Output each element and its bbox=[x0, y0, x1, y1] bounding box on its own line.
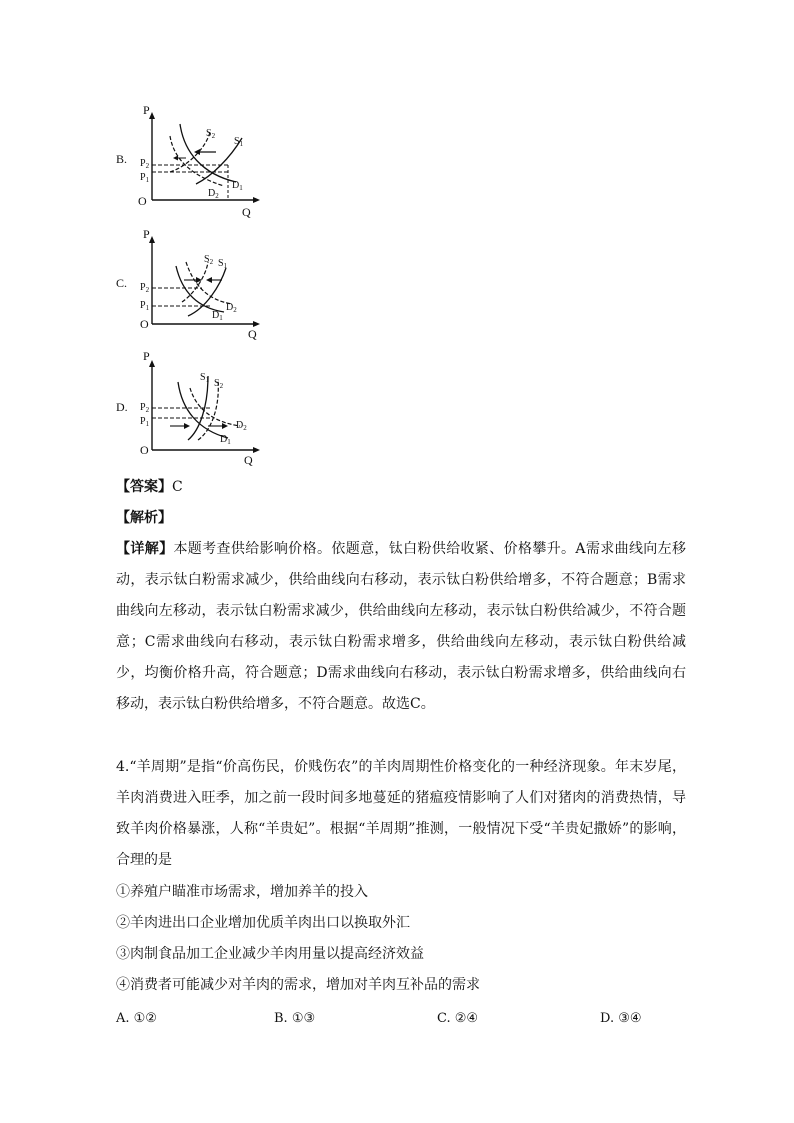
choice-c[interactable]: C. ②④ bbox=[437, 1011, 479, 1026]
demand-label-b: $D_1$ bbox=[212, 310, 223, 322]
p-axis-label: P bbox=[143, 103, 150, 117]
option-b-label: B. bbox=[116, 152, 128, 166]
detail-paragraph bbox=[116, 534, 686, 720]
option-c-label: C. bbox=[116, 276, 128, 290]
demand-label-a: $D_2$ bbox=[226, 302, 237, 314]
question-4-choices bbox=[116, 1011, 676, 1031]
demand-label-b: $D_1$ bbox=[220, 434, 231, 446]
p-axis-label: P bbox=[143, 227, 150, 241]
p1-label: $P_1$ bbox=[140, 416, 150, 428]
question-4-item: ②羊肉进出口企业增加优质羊肉出口以换取外汇 bbox=[116, 915, 410, 931]
option-c-graph bbox=[136, 224, 266, 344]
detail-text: 本题考查供给影响价格。依题意，钛白粉供给收紧、价格攀升。A需求曲线向左移动，表示钛白粉需求减少，供给曲线向右移动，表示钛白粉供给增多，不符合题意；B需求曲线向左移动，表示钛白粉需求减少，供给曲线向左移动，表示钛白粉供给减少，不符合题意；C需求曲线向右移动，表示钛白粉需求增多，供给曲线向左移动，表示钛白粉供给减少，均衡价格升高，符合题意；D需求曲线向右移动，表示钛白粉需求增多，供给曲线向右移动，表示钛白粉供给增多，不符合题意。故选C。 bbox=[116, 541, 687, 712]
supply-label-left: $S_2$ bbox=[204, 254, 214, 266]
supply-label-left: $S_1$ bbox=[200, 372, 210, 384]
answer-value: C bbox=[172, 479, 183, 495]
answer-tag: 【答案】 bbox=[116, 479, 172, 495]
supply-label-right: $S_1$ bbox=[234, 136, 244, 148]
demand-label-b: $D_2$ bbox=[208, 188, 219, 200]
question-4-item: ④消费者可能减少对羊肉的需求，增加对羊肉互补品的需求 bbox=[116, 977, 480, 993]
option-b-graph bbox=[136, 100, 266, 220]
option-d-graph bbox=[136, 346, 266, 470]
q-axis-label: Q bbox=[244, 453, 253, 467]
choice-b[interactable]: B. ①③ bbox=[274, 1011, 316, 1026]
p2-label: $P_2$ bbox=[140, 282, 150, 294]
q-axis-label: Q bbox=[248, 327, 257, 341]
option-d-label: D. bbox=[116, 400, 128, 414]
origin-label: O bbox=[140, 443, 149, 457]
detail-tag: 【详解】 bbox=[116, 541, 174, 557]
demand-label-a: $D_2$ bbox=[236, 420, 247, 432]
analysis-line bbox=[116, 508, 172, 528]
question-4-item: ①养殖户瞄准市场需求，增加养羊的投入 bbox=[116, 884, 368, 900]
origin-label: O bbox=[138, 194, 147, 208]
supply-label-left: $S_2$ bbox=[206, 128, 216, 140]
p2-label: $P_2$ bbox=[140, 402, 150, 414]
p1-label: $P_1$ bbox=[140, 300, 150, 312]
supply-label-right: $S_1$ bbox=[218, 258, 228, 270]
origin-label: O bbox=[140, 317, 149, 331]
analysis-tag: 【解析】 bbox=[116, 510, 172, 526]
question-4-stem: 4.“羊周期”是指“价高伤民，价贱伤农”的羊肉周期性价格变化的一种经济现象。年末岁尾，羊肉消费进入旺季，加之前一段时间多地蔓延的猪瘟疫情影响了人们对猪肉的消费热情，导致羊肉价格暴涨，人称“羊贵妃”。根据“羊周期”推测，一般情况下受“羊贵妃撒娇”的影响，合理的是 bbox=[116, 759, 686, 868]
choice-d[interactable]: D. ③④ bbox=[600, 1011, 642, 1026]
p2-label: $P_2$ bbox=[140, 158, 150, 170]
p-axis-label: P bbox=[143, 349, 150, 363]
choice-a[interactable]: A. ①② bbox=[116, 1011, 157, 1026]
demand-label-a: $D_1$ bbox=[232, 180, 243, 192]
p1-label: $P_1$ bbox=[140, 172, 150, 184]
answer-line bbox=[116, 477, 183, 497]
supply-label-right: $S_2$ bbox=[214, 378, 224, 390]
q-axis-label: Q bbox=[242, 205, 251, 219]
question-4-item: ③肉制食品加工企业减少羊肉用量以提高经济效益 bbox=[116, 946, 424, 962]
